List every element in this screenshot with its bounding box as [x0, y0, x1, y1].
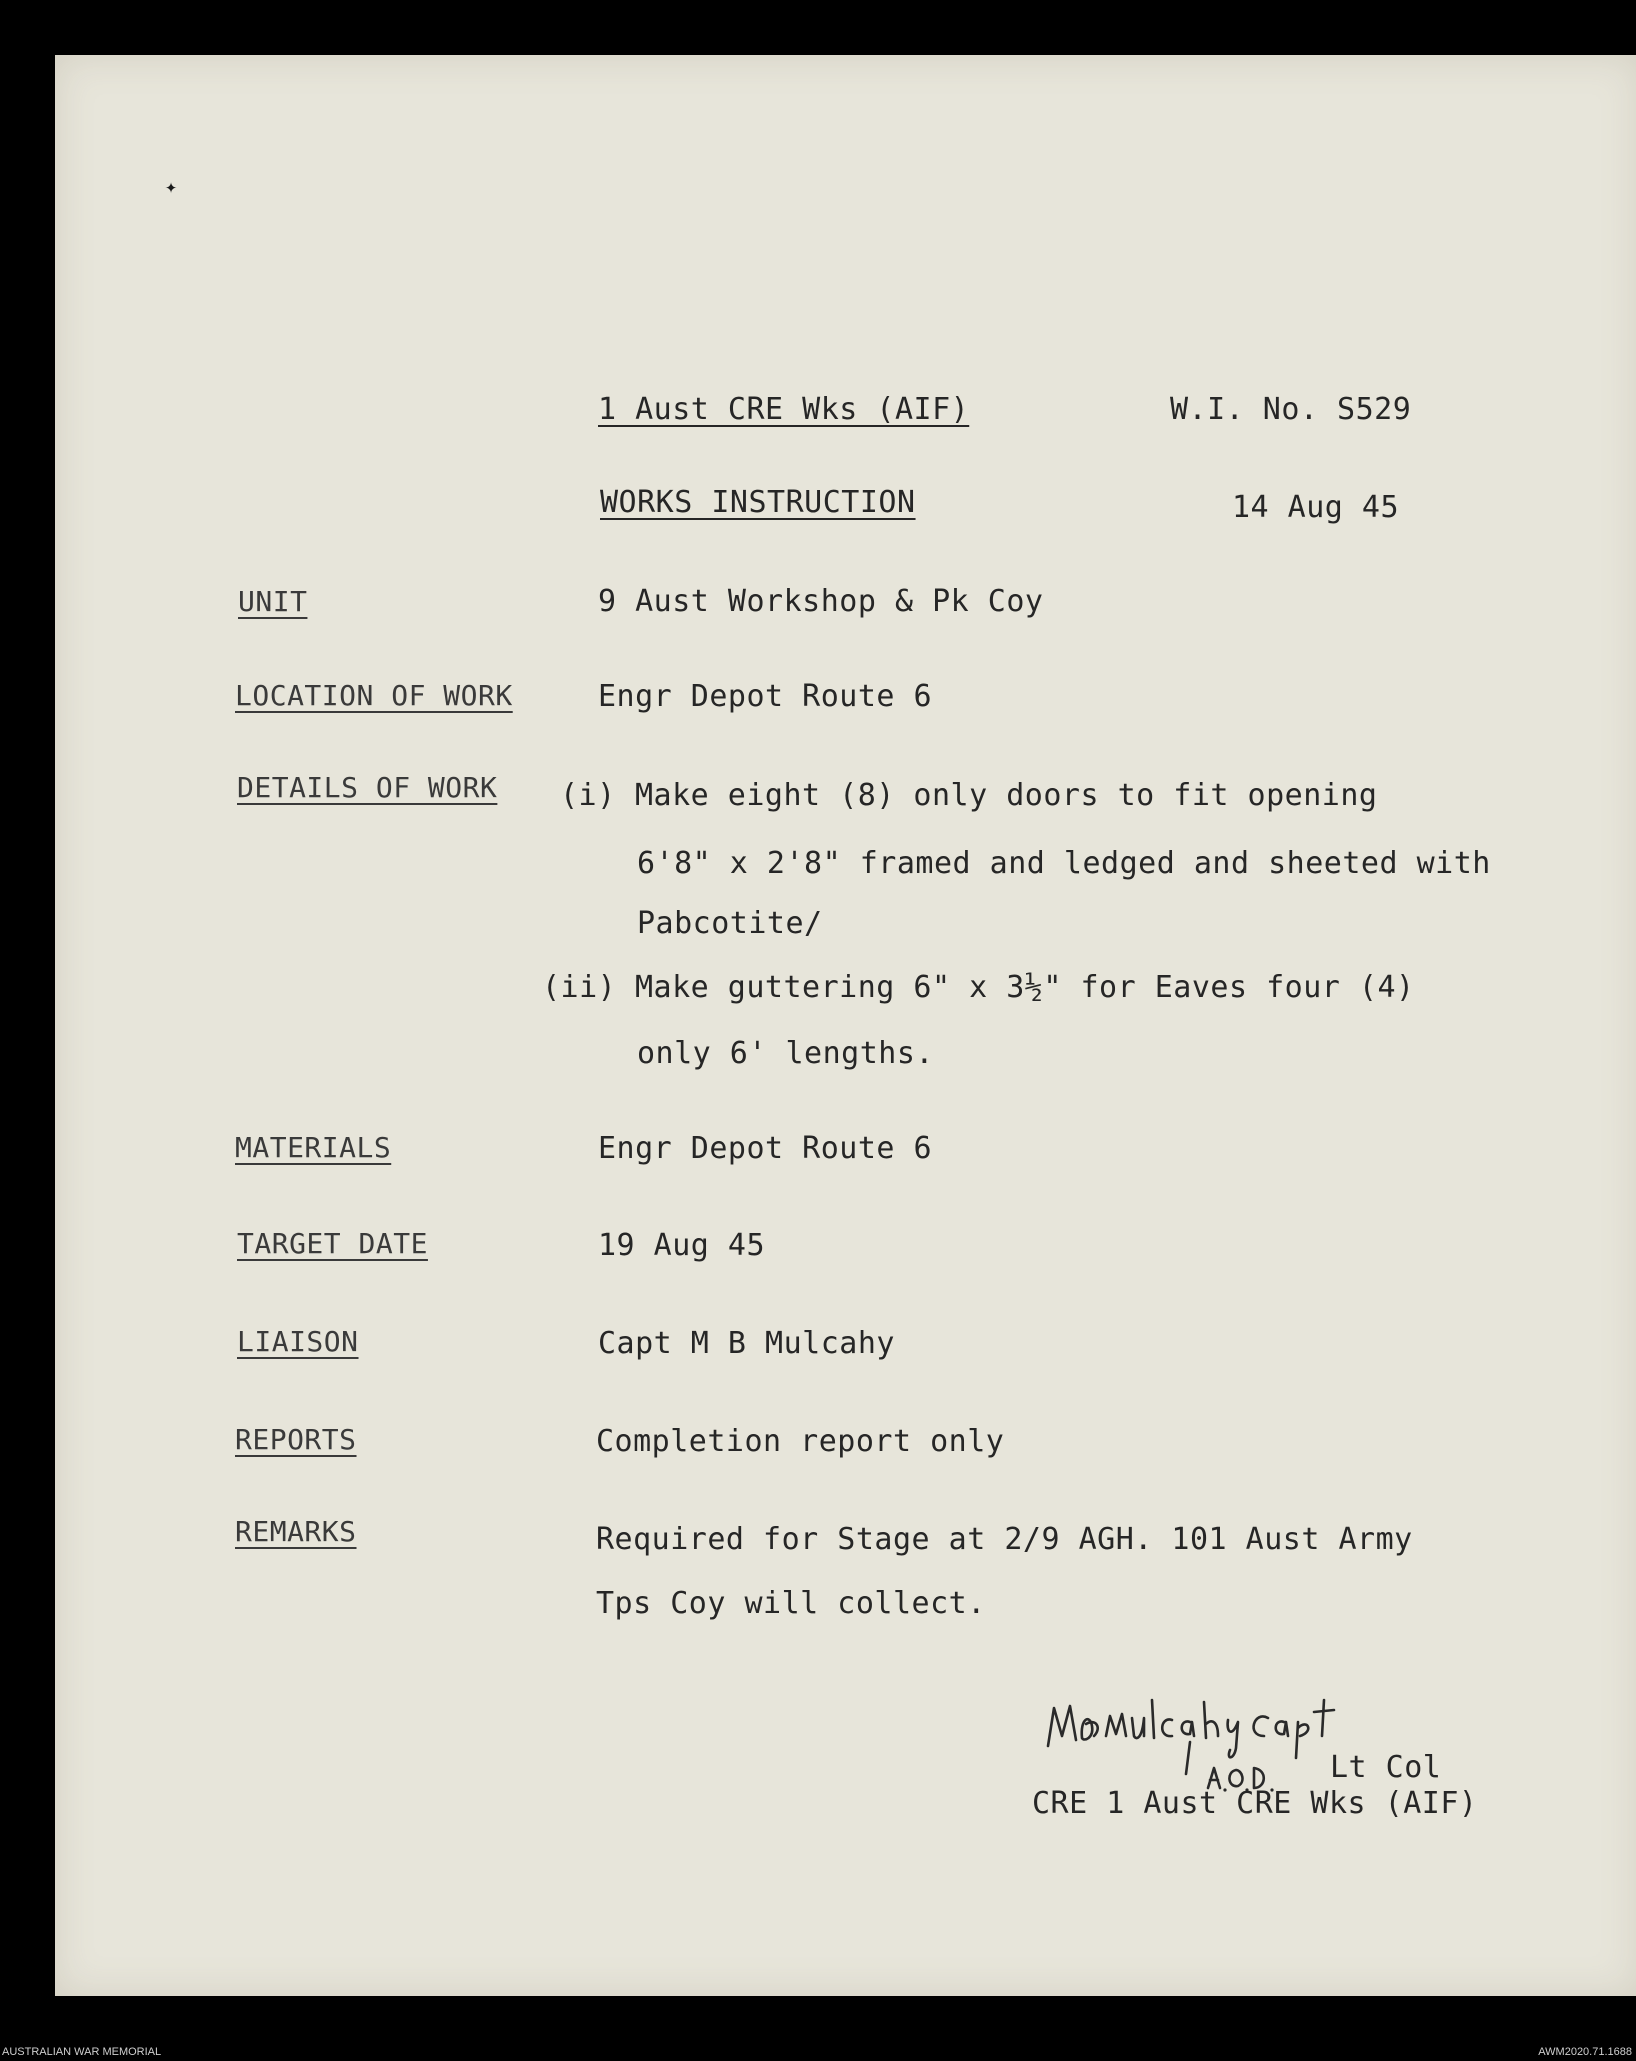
location-label: LOCATION OF WORK	[235, 679, 513, 712]
details-item2-line2: only 6' lengths.	[637, 1036, 934, 1071]
unit-label: UNIT	[238, 585, 308, 618]
remarks-line1: Required for Stage at 2/9 AGH. 101 Aust Army	[596, 1522, 1413, 1557]
unit-title: 1 Aust CRE Wks (AIF)	[598, 392, 970, 427]
details-item1-number: (i)	[560, 778, 616, 813]
reports-value: Completion report only	[596, 1424, 1005, 1459]
remarks-label: REMARKS	[235, 1515, 357, 1548]
document-page	[55, 55, 1636, 1996]
document-date: 14 Aug 45	[1232, 490, 1400, 525]
document-title: WORKS INSTRUCTION	[600, 485, 916, 520]
signature-block: CRE 1 Aust CRE Wks (AIF)	[1032, 1786, 1478, 1821]
details-item2-line1: Make guttering 6" x 3½" for Eaves four (4)	[635, 970, 1415, 1005]
remarks-line2: Tps Coy will collect.	[596, 1586, 986, 1621]
details-item1-line3: Pabcotite/	[637, 906, 823, 941]
paper-blemish: ✦	[165, 174, 178, 198]
reports-label: REPORTS	[235, 1423, 357, 1456]
wi-number: W.I. No. S529	[1170, 392, 1412, 427]
signature-rank: Lt Col	[1330, 1750, 1442, 1785]
details-item1-line2: 6'8" x 2'8" framed and ledged and sheeted with	[637, 846, 1491, 881]
footer-institution: AUSTRALIAN WAR MEMORIAL	[2, 2046, 162, 2058]
materials-value: Engr Depot Route 6	[598, 1131, 933, 1166]
details-item1-line1: Make eight (8) only doors to fit opening	[635, 778, 1378, 813]
unit-value: 9 Aust Workshop & Pk Coy	[598, 584, 1044, 619]
target-date-value: 19 Aug 45	[598, 1228, 766, 1263]
materials-label: MATERIALS	[235, 1131, 392, 1164]
target-date-label: TARGET DATE	[237, 1227, 428, 1260]
liaison-value: Capt M B Mulcahy	[598, 1326, 895, 1361]
liaison-label: LIAISON	[237, 1325, 359, 1358]
footer-reference: AWM2020.71.1688	[1538, 2046, 1632, 2058]
details-item2-number: (ii)	[542, 970, 617, 1005]
details-label: DETAILS OF WORK	[237, 771, 498, 804]
location-value: Engr Depot Route 6	[598, 679, 933, 714]
